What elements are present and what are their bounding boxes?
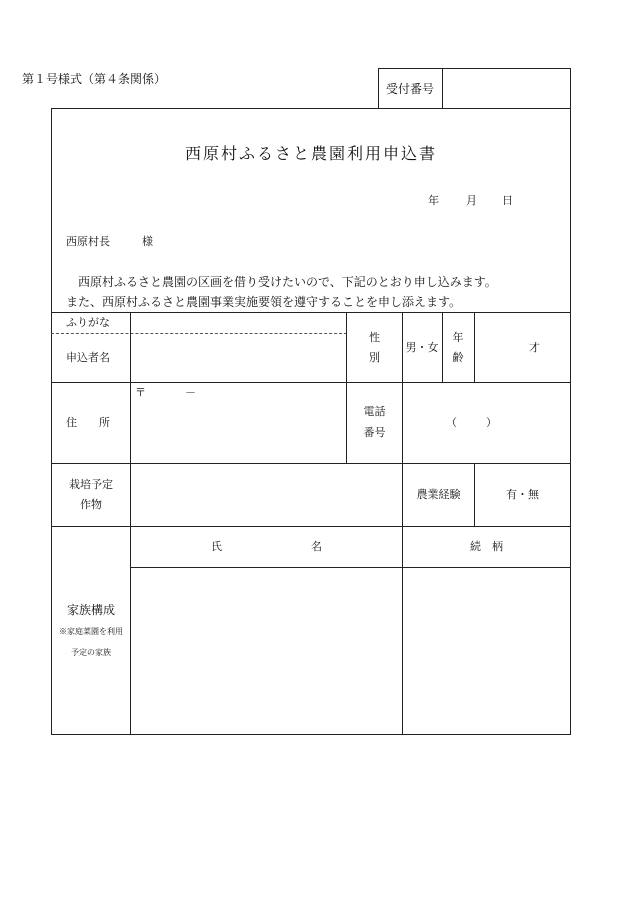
gender-label-2: 別 bbox=[369, 351, 380, 364]
address-label: 住 所 bbox=[66, 416, 110, 429]
phone-paren-close: ） bbox=[486, 416, 497, 429]
family-name-col-2: 名 bbox=[311, 540, 322, 553]
statement-line-2: また、西原村ふるさと農園事業実施要領を遵守することを申し添えます。 bbox=[66, 295, 462, 309]
gender-label-1: 性 bbox=[369, 331, 380, 344]
applicant-name-input[interactable] bbox=[131, 334, 346, 382]
family-note-1: ※家庭菜園を利用 bbox=[59, 627, 123, 636]
date-day-label: 日 bbox=[502, 194, 513, 207]
date-year-label: 年 bbox=[428, 194, 439, 207]
gender-options[interactable]: 男・女 bbox=[405, 341, 439, 354]
family-names-input[interactable] bbox=[131, 568, 402, 734]
age-label-2: 齢 bbox=[452, 351, 464, 364]
family-relations-input[interactable] bbox=[403, 568, 570, 734]
experience-options[interactable]: 有・無 bbox=[506, 488, 539, 501]
family-name-col-1: 氏 bbox=[211, 540, 222, 553]
address-input[interactable] bbox=[131, 383, 346, 463]
postal-dash: － bbox=[185, 386, 196, 399]
age-label-1: 年 bbox=[452, 331, 464, 344]
experience-label: 農業経験 bbox=[416, 488, 461, 501]
receipt-label: 受付番号 bbox=[386, 82, 435, 96]
phone-label-1: 電話 bbox=[363, 405, 386, 418]
family-relation-col: 続 柄 bbox=[470, 540, 503, 553]
furigana-label: ふりがな bbox=[66, 316, 110, 329]
postal-mark: 〒 bbox=[135, 386, 146, 399]
age-unit: 才 bbox=[529, 341, 540, 354]
crops-label-2: 作物 bbox=[80, 498, 102, 511]
age-input[interactable] bbox=[475, 313, 525, 382]
family-label: 家族構成 bbox=[66, 603, 115, 617]
crops-label-1: 栽培予定 bbox=[69, 478, 113, 491]
addressee-honorific: 様 bbox=[142, 235, 153, 248]
crops-input[interactable] bbox=[131, 464, 402, 526]
phone-input[interactable] bbox=[403, 383, 570, 463]
phone-label-2: 番号 bbox=[363, 426, 386, 439]
statement-line-1: 西原村ふるさと農園の区画を借り受けたいので、下記のとおり申し込みます。 bbox=[78, 275, 497, 289]
form-title: 西原村ふるさと農園利用申込書 bbox=[184, 144, 437, 163]
applicant-name-label: 申込者名 bbox=[66, 351, 110, 364]
furigana-input[interactable] bbox=[131, 313, 346, 333]
form-number: 第１号様式（第４条関係） bbox=[22, 72, 167, 86]
date-month-label: 月 bbox=[466, 194, 477, 207]
family-note-2: 予定の家族 bbox=[71, 648, 111, 657]
phone-paren-open: （ bbox=[446, 416, 457, 429]
addressee-name: 西原村長 bbox=[66, 235, 110, 248]
